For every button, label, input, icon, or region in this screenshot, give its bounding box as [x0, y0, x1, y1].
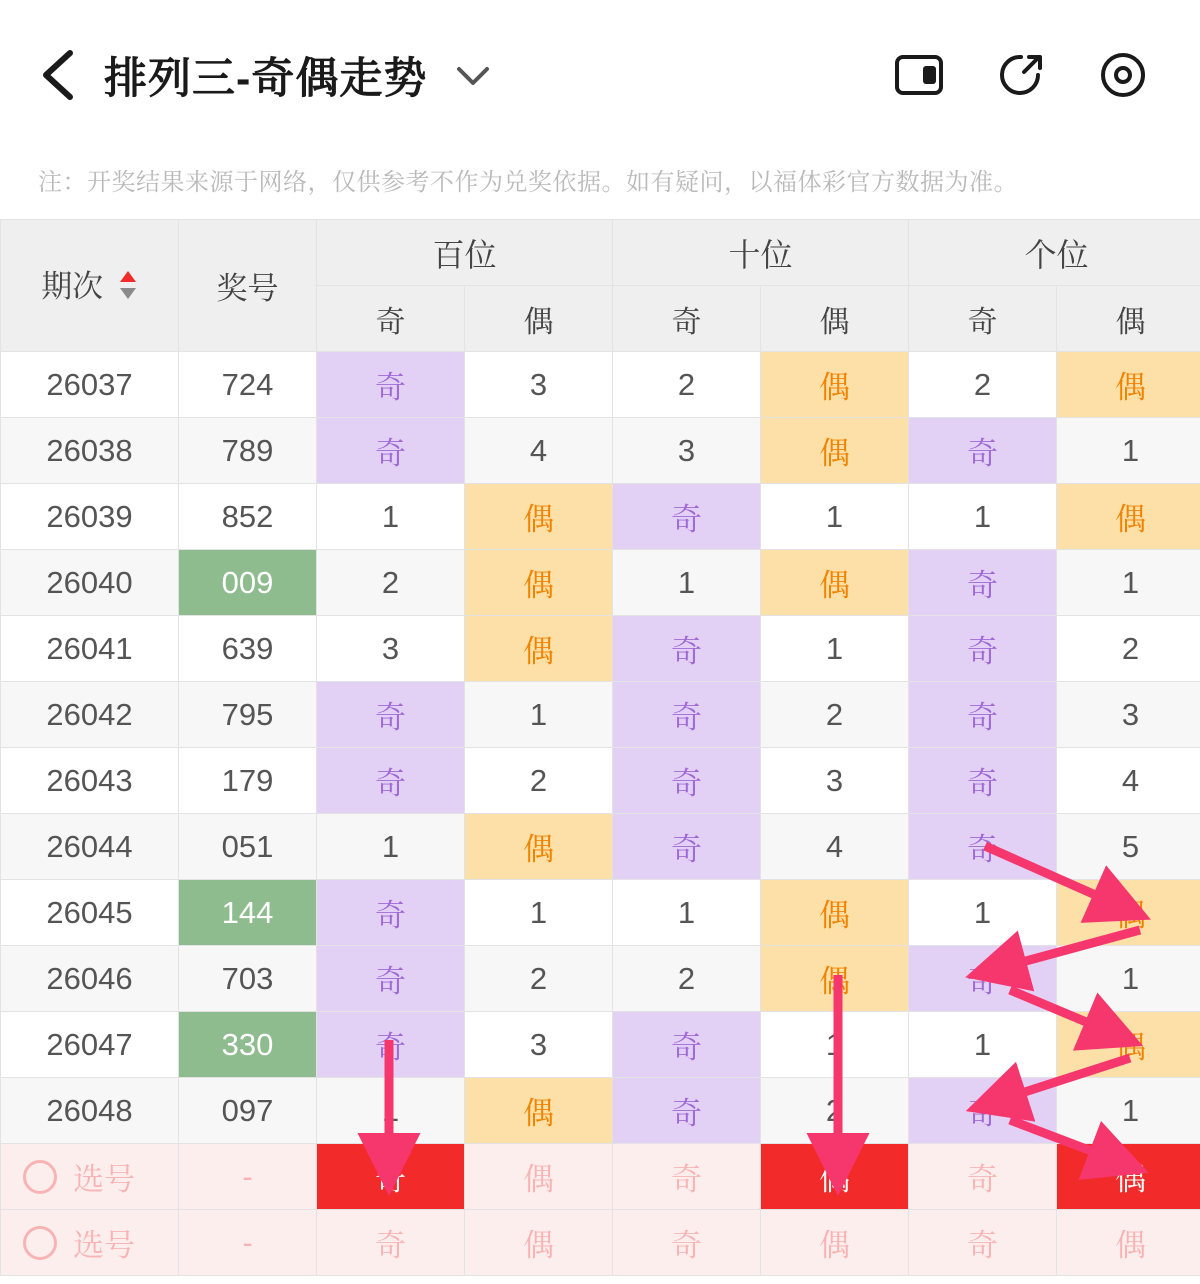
cell-period: 26040 [1, 550, 179, 616]
pick-label[interactable] [1, 1210, 179, 1276]
cell-mark: 3 [613, 418, 761, 484]
cell-mark: 1 [465, 880, 613, 946]
pick-row[interactable] [1, 1210, 1200, 1276]
cell-period: 26043 [1, 748, 179, 814]
cell-number: 703 [179, 946, 317, 1012]
cell-mark: 奇 [613, 1078, 761, 1144]
cell-mark: 3 [465, 352, 613, 418]
cell-mark: 1 [761, 616, 909, 682]
cell-mark: 1 [317, 814, 465, 880]
table-row [1, 748, 1200, 814]
cell-period: 26041 [1, 616, 179, 682]
pick-cell[interactable]: 偶 [1057, 1144, 1200, 1210]
pick-row[interactable] [1, 1144, 1200, 1210]
cell-mark: 奇 [909, 616, 1057, 682]
cell-period: 26045 [1, 880, 179, 946]
cell-number: 330 [179, 1012, 317, 1078]
cell-mark: 偶 [1057, 880, 1200, 946]
cell-mark: 偶 [1057, 484, 1200, 550]
table-row [1, 550, 1200, 616]
cell-number: 097 [179, 1078, 317, 1144]
cell-mark: 1 [909, 1012, 1057, 1078]
cell-mark: 3 [465, 1012, 613, 1078]
group-header-tens: 十位 [613, 220, 909, 286]
pick-label-text: 选号 [73, 1162, 135, 1197]
radio-circle-icon[interactable] [23, 1226, 57, 1260]
cell-mark: 偶 [1057, 1012, 1200, 1078]
cell-mark: 偶 [465, 484, 613, 550]
period-header-label: 期次 [41, 269, 104, 305]
pick-dash: - [179, 1144, 317, 1210]
cell-mark: 3 [761, 748, 909, 814]
sub-header-even: 偶 [761, 286, 909, 352]
cell-number: 009 [179, 550, 317, 616]
cell-mark: 1 [613, 550, 761, 616]
cell-mark: 奇 [317, 352, 465, 418]
pick-cell[interactable]: 奇 [317, 1210, 465, 1276]
cell-mark: 1 [761, 1012, 909, 1078]
cell-mark: 1 [1057, 946, 1200, 1012]
cell-mark: 4 [1057, 748, 1200, 814]
cell-number: 724 [179, 352, 317, 418]
sub-header-even: 偶 [465, 286, 613, 352]
cell-mark: 偶 [761, 550, 909, 616]
pick-cell[interactable]: 奇 [613, 1144, 761, 1210]
cell-mark: 奇 [909, 418, 1057, 484]
cell-mark: 奇 [613, 814, 761, 880]
cell-number: 144 [179, 880, 317, 946]
chevron-down-icon[interactable] [453, 63, 493, 94]
cell-period: 26046 [1, 946, 179, 1012]
cell-mark: 奇 [317, 418, 465, 484]
cell-mark: 奇 [613, 484, 761, 550]
trend-table [0, 219, 1200, 1276]
cell-period: 26039 [1, 484, 179, 550]
cell-mark: 奇 [613, 748, 761, 814]
cell-mark: 偶 [465, 814, 613, 880]
cell-mark: 1 [909, 484, 1057, 550]
cell-number: 852 [179, 484, 317, 550]
cell-mark: 奇 [613, 1012, 761, 1078]
cell-mark: 1 [1057, 550, 1200, 616]
pick-cell[interactable]: 奇 [909, 1210, 1057, 1276]
pick-cell[interactable]: 偶 [761, 1210, 909, 1276]
sub-header-odd: 奇 [317, 286, 465, 352]
cell-mark: 偶 [761, 352, 909, 418]
sub-header-odd: 奇 [909, 286, 1057, 352]
pick-cell[interactable]: 偶 [465, 1210, 613, 1276]
disclaimer-note: 注：开奖结果来源于网络，仅供参考不作为兑奖依据。如有疑问，以福体彩官方数据为准。 [38, 169, 1018, 196]
column-header-period[interactable] [1, 220, 179, 352]
group-header-hundreds: 百位 [317, 220, 613, 286]
cell-mark: 1 [317, 1078, 465, 1144]
pick-cell[interactable]: 奇 [909, 1144, 1057, 1210]
cell-mark: 1 [1057, 1078, 1200, 1144]
cell-mark: 2 [317, 550, 465, 616]
cell-mark: 奇 [317, 682, 465, 748]
table-row [1, 1078, 1200, 1144]
table-row [1, 946, 1200, 1012]
cell-mark: 4 [465, 418, 613, 484]
cell-mark: 3 [1057, 682, 1200, 748]
cell-period: 26037 [1, 352, 179, 418]
cell-mark: 3 [317, 616, 465, 682]
cell-number: 795 [179, 682, 317, 748]
cell-mark: 2 [761, 682, 909, 748]
cell-mark: 奇 [317, 946, 465, 1012]
pick-label[interactable] [1, 1144, 179, 1210]
chevron-left-icon[interactable] [38, 45, 84, 105]
cell-mark: 5 [1057, 814, 1200, 880]
pick-cell[interactable]: 奇 [613, 1210, 761, 1276]
cell-mark: 2 [613, 946, 761, 1012]
table-row [1, 814, 1200, 880]
cell-mark: 2 [465, 748, 613, 814]
sub-header-even: 偶 [1057, 286, 1200, 352]
cell-mark: 1 [761, 484, 909, 550]
pick-dash: - [179, 1210, 317, 1276]
table-row [1, 1012, 1200, 1078]
pick-cell[interactable]: 奇 [317, 1144, 465, 1210]
cell-mark: 奇 [909, 946, 1057, 1012]
cell-mark: 奇 [317, 1012, 465, 1078]
cell-mark: 1 [613, 880, 761, 946]
cell-mark: 奇 [317, 748, 465, 814]
cell-mark: 奇 [613, 682, 761, 748]
group-header-ones: 个位 [909, 220, 1200, 286]
cell-mark: 1 [465, 682, 613, 748]
cell-mark: 偶 [761, 880, 909, 946]
cell-mark: 4 [761, 814, 909, 880]
table-row [1, 616, 1200, 682]
camera-icon[interactable] [1096, 48, 1150, 102]
cell-mark: 偶 [465, 550, 613, 616]
app-header [0, 0, 1200, 150]
table-row [1, 352, 1200, 418]
cell-number: 179 [179, 748, 317, 814]
table-row [1, 418, 1200, 484]
cell-mark: 偶 [465, 616, 613, 682]
cell-period: 26048 [1, 1078, 179, 1144]
cell-mark: 奇 [909, 814, 1057, 880]
table-row [1, 880, 1200, 946]
page-title: 排列三-奇偶走势 [104, 54, 428, 103]
column-header-number: 奖号 [179, 220, 317, 352]
cell-period: 26038 [1, 418, 179, 484]
cell-mark: 奇 [909, 748, 1057, 814]
cell-mark: 偶 [761, 418, 909, 484]
cell-mark: 1 [317, 484, 465, 550]
cell-mark: 2 [761, 1078, 909, 1144]
cell-mark: 2 [465, 946, 613, 1012]
cell-mark: 1 [909, 880, 1057, 946]
radio-circle-icon[interactable] [23, 1160, 57, 1194]
cell-period: 26042 [1, 682, 179, 748]
header-actions [892, 48, 1150, 102]
cell-mark: 2 [909, 352, 1057, 418]
cell-mark: 偶 [465, 1078, 613, 1144]
table-body [1, 352, 1200, 1276]
pick-label-text: 选号 [73, 1228, 135, 1263]
pick-cell[interactable]: 偶 [1057, 1210, 1200, 1276]
cell-mark: 2 [1057, 616, 1200, 682]
pick-cell[interactable]: 偶 [465, 1144, 613, 1210]
cell-mark: 奇 [909, 682, 1057, 748]
cell-period: 26044 [1, 814, 179, 880]
pick-cell[interactable]: 偶 [761, 1144, 909, 1210]
cell-mark: 奇 [317, 880, 465, 946]
sub-header-odd: 奇 [613, 286, 761, 352]
cell-mark: 偶 [761, 946, 909, 1012]
cell-mark: 奇 [613, 616, 761, 682]
cell-number: 051 [179, 814, 317, 880]
sort-arrows-icon[interactable] [118, 268, 138, 310]
table-row [1, 682, 1200, 748]
cell-number: 789 [179, 418, 317, 484]
table-row [1, 484, 1200, 550]
cell-mark: 1 [1057, 418, 1200, 484]
cell-mark: 偶 [1057, 352, 1200, 418]
cell-mark: 奇 [909, 1078, 1057, 1144]
layout-toggle-icon[interactable] [892, 48, 946, 102]
share-icon[interactable] [994, 48, 1048, 102]
cell-mark: 奇 [909, 550, 1057, 616]
cell-mark: 2 [613, 352, 761, 418]
table-header [1, 220, 1200, 352]
cell-number: 639 [179, 616, 317, 682]
cell-period: 26047 [1, 1012, 179, 1078]
